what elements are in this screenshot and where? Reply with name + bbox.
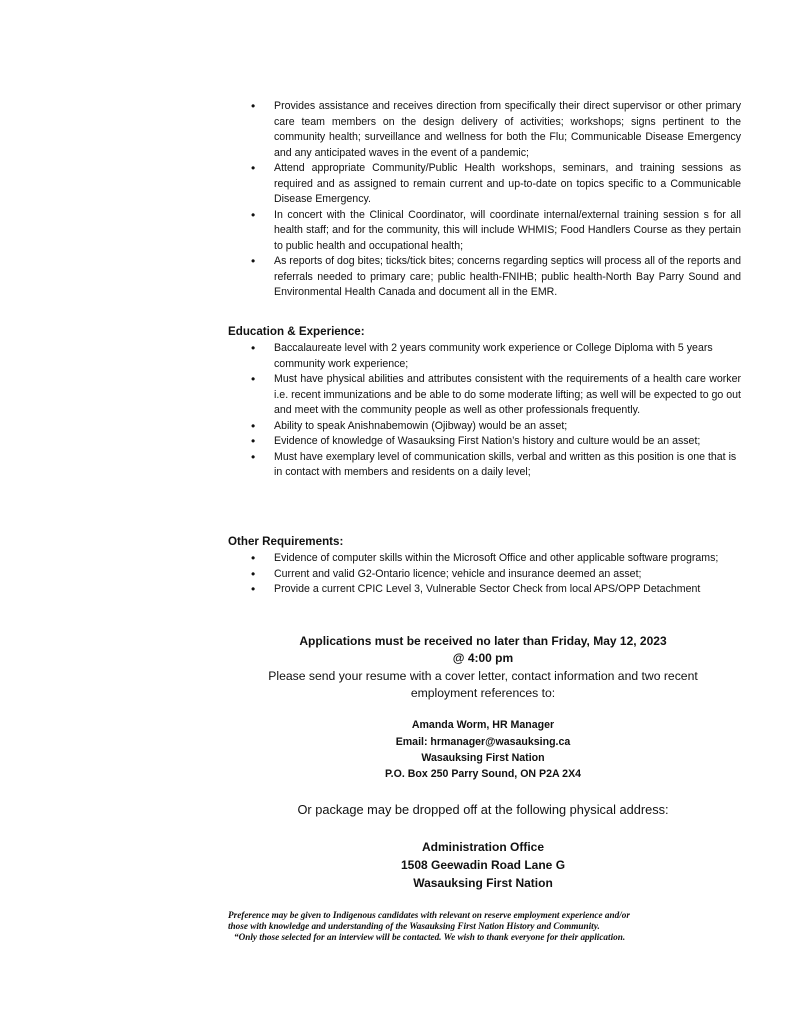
dropoff-street: 1508 Geewadin Road Lane G <box>400 858 566 872</box>
list-item: • Provide a current CPIC Level 3, Vulnerable Sector Check from local APS/OPP Detachment <box>251 582 741 598</box>
contact-email: Email: hrmanager@wasauksing.ca <box>395 736 571 748</box>
dropoff-nation: Wasauksing First Nation <box>413 876 553 890</box>
list-item: • Evidence of knowledge of Wasauksing First Nation’s history and culture would be an asset; <box>251 434 741 450</box>
list-item: • Ability to speak Anishnabemowin (Ojibway) would be an asset; <box>251 419 741 435</box>
send-instructions-line2: employment references to: <box>410 686 556 700</box>
dropoff-intro: Or package may be dropped off at the following physical address: <box>297 802 669 817</box>
list-item: • Current and valid G2-Ontario licence; vehicle and insurance deemed an asset; <box>251 567 741 583</box>
footer-notice <box>228 910 748 943</box>
footer-line: those with knowledge and understanding of the Wasauksing First Nation History and Community. <box>228 921 600 931</box>
education-heading: Education & Experience: <box>228 325 365 338</box>
list-item: • Must have physical abilities and attributes consistent with the requirements of a health care worker i.e. recent immunizations and be able to do some moderate lifting; as well will be expected to go out and meet with the community people as well as other professionals frequently. <box>251 372 741 419</box>
list-item: • Attend appropriate Community/Public Health workshops, seminars, and training sessions as required and as assigned to remain current and up-to-date on topics specific to a Communicable Disease Emergency. <box>251 161 741 208</box>
list-item: • Evidence of computer skills within the Microsoft Office and other applicable software programs; <box>251 551 741 567</box>
contact-organization: Wasauksing First Nation <box>421 752 545 764</box>
list-item: • Must have exemplary level of communication skills, verbal and written as this position is one that is in contact with members and residents on a daily level; <box>251 450 741 481</box>
other-requirements-list <box>251 551 741 598</box>
education-list <box>251 341 741 481</box>
list-item: • Provides assistance and receives direction from specifically their direct supervisor or other primary care team members on the design delivery of activities; workshops; signs pertinent to the community health; surveillance and wellness for both the Flu; Communicable Disease Emergency and any anticipated waves in the event of a pandemic; <box>251 99 741 161</box>
application-time: @ 4:00 pm <box>452 651 514 665</box>
other-requirements-heading: Other Requirements: <box>228 535 344 548</box>
contact-name: Amanda Worm, HR Manager <box>411 719 555 731</box>
list-item: • As reports of dog bites; ticks/tick bites; concerns regarding septics will process all of the reports and referrals needed to primary care; public health-FNIHB; public health-North Bay Parry Sound and Environmental Health Canada and document all in the EMR. <box>251 254 741 301</box>
application-deadline: Applications must be received no later than Friday, May 12, 2023 <box>299 634 667 648</box>
list-item: • Baccalaureate level with 2 years community work experience or College Diploma with 5 years community work experience; <box>251 341 741 372</box>
footer-line: “Only those selected for an interview will be contacted. We wish to thank everyone for their application. <box>234 932 626 942</box>
duties-list <box>251 99 741 301</box>
dropoff-office: Administration Office <box>421 840 544 854</box>
send-instructions-line1: Please send your resume with a cover letter, contact information and two recent <box>268 669 698 683</box>
contact-po-box: P.O. Box 250 Parry Sound, ON P2A 2X4 <box>384 768 582 780</box>
footer-line: Preference may be given to Indigenous candidates with relevant on reserve employment experience and/or <box>228 910 630 920</box>
list-item: • In concert with the Clinical Coordinator, will coordinate internal/external training session s for all health staff; and for the community, this will include WHMIS; Food Handlers Course as they pertain to public health and occupational health; <box>251 208 741 255</box>
